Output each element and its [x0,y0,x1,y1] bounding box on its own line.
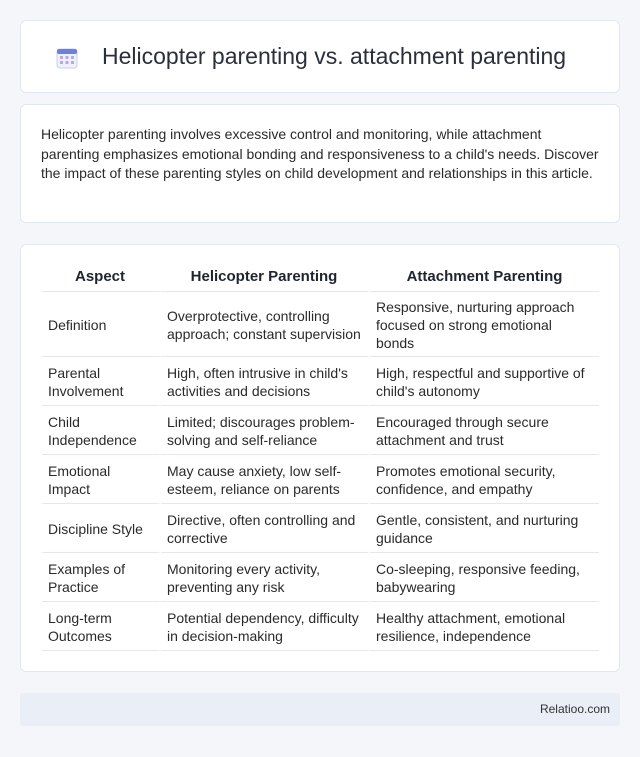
footer [20,693,620,726]
aspect-cell: Child Independence [42,406,161,455]
attachment-cell: Responsive, nurturing approach focused on strong emotional bonds [370,292,599,357]
helicopter-cell: Monitoring every activity, preventing any risk [161,553,370,602]
helicopter-cell: High, often intrusive in child's activities and decisions [161,357,370,406]
attachment-cell: High, respectful and supportive of child's autonomy [370,357,599,406]
aspect-cell: Parental Involvement [42,357,161,406]
title-card [20,20,620,93]
comparison-table [42,266,599,651]
calendar-icon [56,47,78,69]
page-title: Helicopter parenting vs. attachment parenting [102,43,567,69]
footer-brand[interactable]: Relatioo.com [539,702,610,716]
table-row [42,602,599,651]
helicopter-cell: Limited; discourages problem-solving and self-reliance [161,406,370,455]
comparison-card [20,244,620,672]
table-row [42,292,599,357]
aspect-cell: Long-term Outcomes [42,602,161,651]
attachment-cell: Healthy attachment, emotional resilience, independence [370,602,599,651]
aspect-cell: Definition [42,292,161,357]
helicopter-cell: May cause anxiety, low self-esteem, reliance on parents [161,455,370,504]
table-row [42,406,599,455]
attachment-cell: Co-sleeping, responsive feeding, babywearing [370,553,599,602]
attachment-cell: Promotes emotional security, confidence, and empathy [370,455,599,504]
intro-card [20,104,620,223]
table-row [42,504,599,553]
header-helicopter: Helicopter Parenting [161,266,370,292]
table-header-row [42,266,599,292]
attachment-cell: Encouraged through secure attachment and trust [370,406,599,455]
table-row [42,357,599,406]
aspect-cell: Emotional Impact [42,455,161,504]
attachment-cell: Gentle, consistent, and nurturing guidance [370,504,599,553]
aspect-cell: Examples of Practice [42,553,161,602]
intro-text: Helicopter parenting involves excessive control and monitoring, while attachment parenting emphasizes emotional bonding and responsiveness to a child's needs. Discover the impact of these parenting styles on child development and relationships in this article. [41,126,599,181]
table-row [42,553,599,602]
header-attachment: Attachment Parenting [370,266,599,292]
table-row [42,455,599,504]
helicopter-cell: Directive, often controlling and corrective [161,504,370,553]
header-aspect: Aspect [42,266,161,292]
aspect-cell: Discipline Style [42,504,161,553]
helicopter-cell: Potential dependency, difficulty in decision-making [161,602,370,651]
helicopter-cell: Overprotective, controlling approach; constant supervision [161,292,370,357]
